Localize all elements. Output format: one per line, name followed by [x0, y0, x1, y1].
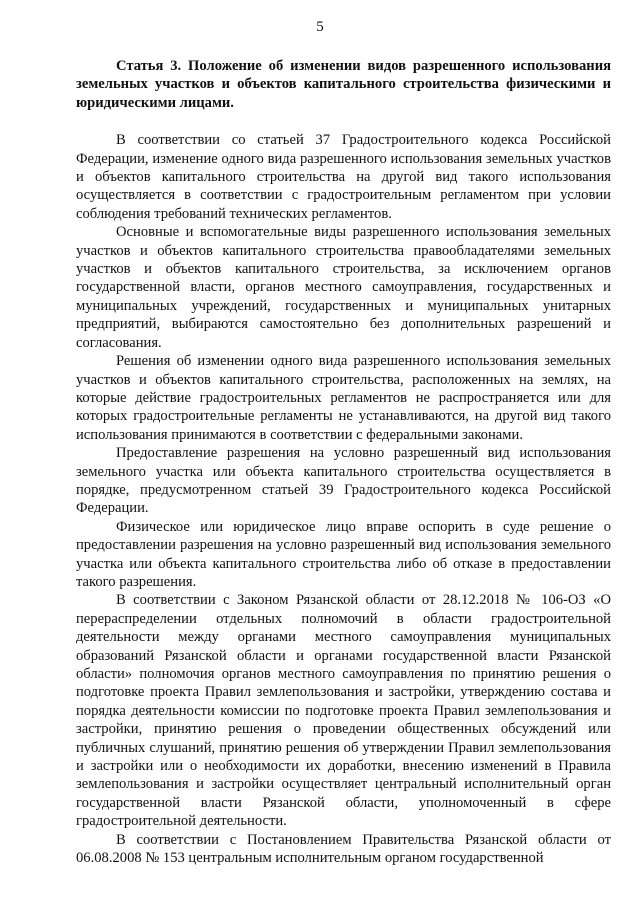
document-body: [76, 57, 611, 867]
paragraph: Основные и вспомогательные виды разрешенного использования земельных участков и объектов капитального строительства правообладателями земельных участков и объектов капитального строительства, за исключением органов государственной власти, органов местного самоуправления, государственных и муниципальных учреждений, государственных и муниципальных унитарных предприятий, выбираются самостоятельно без дополнительных разрешений и согласования.: [76, 224, 611, 351]
paragraph: В соответствии с Постановлением Правительства Рязанской области от 06.08.2008 № 153 центральным исполнительным органом государственной: [76, 831, 611, 867]
paragraph: Предоставление разрешения на условно разрешенный вид использования земельного участка или объекта капитального строительства осуществляется в порядке, предусмотренном статьей 39 Градостроительного кодекса Российской Федерации.: [76, 445, 611, 517]
paragraph: Физическое или юридическое лицо вправе оспорить в суде решение о предоставлении разрешения на условно разрешенный вид использования земельного участка или объекта капитального строительства либо об отказе в предоставлении такого разрешения.: [76, 518, 611, 590]
paragraph: Решения об изменении одного вида разрешенного использования земельных участков и объектов капитального строительства, расположенных на землях, на которые действие градостроительных регламентов не распространяется или для которых градостроительные регламенты не устанавливаются, на другой вид такого использования принимаются в соответствии с федеральными законами.: [76, 353, 611, 443]
paragraph: В соответствии с Законом Рязанской области от 28.12.2018 № 106-ОЗ «О перераспределении отдельных полномочий в области градостроительной деятельности между органами местного самоуправления муниципальных образований Рязанской области и органами государственной власти Рязанской области» полномочия органов местного самоуправления по принятию решения о подготовке проекта Правил землепользования и застройки, утверждению состава и порядка деятельности комиссии по подготовке проекта Правил землепользования и застройки, принятию решения о проведении общественных обсуждений или публичных слушаний, принятию решения об утверждении Правил землепользования и застройки или о необходимости их доработки, внесению изменений в Правила землепользования и застройки осуществляет центральный исполнительный орган государственной власти Рязанской области, уполномоченный в сфере градостроительной деятельности.: [76, 592, 611, 830]
article-heading: Статья 3. Положение об изменении видов разрешенного использования земельных участков и объектов капитального строительства физическими и юридическими лицами.: [76, 58, 611, 111]
paragraph: В соответствии со статьей 37 Градостроительного кодекса Российской Федерации, изменение одного вида разрешенного использования земельных участков и объектов капитального строительства на другой вид такого использования осуществляется в соответствии с градостроительным регламентом при условии соблюдения требований технических регламентов.: [76, 132, 611, 222]
page-number: 5: [316, 19, 324, 35]
